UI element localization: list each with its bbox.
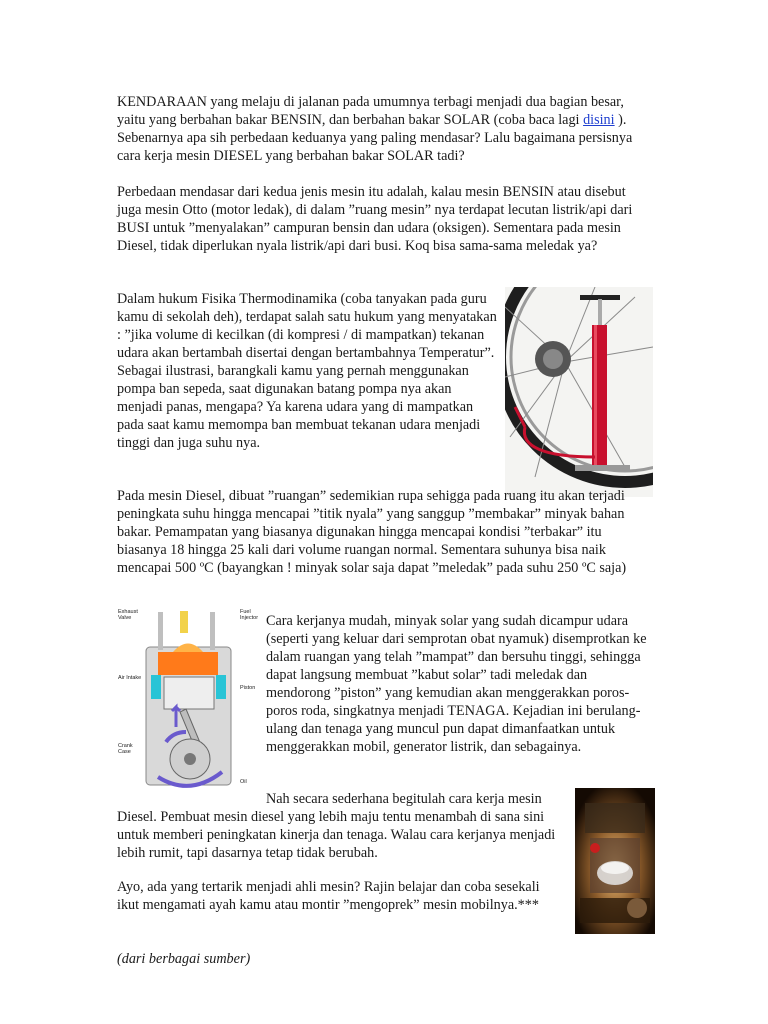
label-piston: Piston: [240, 685, 256, 691]
label-air-intake: Air Intake: [118, 675, 142, 681]
label-oil: Oil: [240, 779, 247, 785]
bicycle-wheel-pump-icon: [505, 287, 653, 497]
paragraph-closing: Ayo, ada yang tertarik menjadi ahli mesin? Rajin belajar dan coba sesekali ikut mengamati ayah kamu atau montir ”mengoprek” mesin mobilnya.***: [117, 879, 540, 913]
engine-block-icon: [575, 788, 655, 934]
source-note: (dari berbagai sumber): [117, 951, 251, 967]
paragraph-thermodynamics: Dalam hukum Fisika Thermodinamika (coba tanyakan pada guru kamu di sekolah deh), terdapat salah satu hukum yang menyatakan : ”jika volume di kecilkan (di kompresi / di mampatkan) tekanan udara akan bertambah disertai dengan bertambahnya Temperatur”. Sebagai ilustrasi, barangkali kamu yang pernah menggunakan pompa ban sepeda, saat digunakan batang pompa nya akan menjadi panas, mengapa? Ya karena udara yang di mampatkan pada saat kamu memompa ban membuat tekanan udara menjadi tinggi dan juga suhu nya.: [117, 291, 497, 451]
paragraph-difference: Perbedaan mendasar dari kedua jenis mesin itu adalah, kalau mesin BENSIN atau disebut juga mesin Otto (motor ledak), di dalam ”ruang mesin” nya terdapat lecutan listrik/api dari BUSI untuk ”menyalakan” campuran bensin dan udara (oksigen). Sementara pada mesin Diesel, tidak diperlukan nyala listrik/api dari busi. Koq bisa sama-sama meledak ya?: [117, 184, 633, 254]
paragraph-summary-text: Nah secara sederhana begitulah cara kerja mesin Diesel. Pembuat mesin diesel yang lebih maju tentu menambah di sana sini untuk memberi peningkatan kinerja dan tenaga. Walau cara kerjanya menjadi lebih rumit, tapi dasarnya tetap tidak berubah.: [117, 791, 556, 861]
disini-link[interactable]: disini: [583, 112, 615, 128]
paragraph-how-it-works: Cara kerjanya mudah, minyak solar yang sudah dicampur udara (seperti yang keluar dari semprotan obat nyamuk) disemprotkan ke dalam ruangan yang telah ”mampat” dan bersuhu tinggi, sehingga dapat langsung membuat ”kabut solar” tadi meledak dan mendorong ”piston” yang kemudian akan menggerakkan poros-poros roda, singkatnya menjadi TENAGA. Kejadian ini berulang-ulang dan tenaga yang muncul pun dapat dimanfaatkan untuk menggerakkan mobil, generator listrik, dan sebagainya.: [266, 613, 647, 755]
engine-cylinder-icon: [118, 607, 264, 789]
intro-text-2: ). Sebenarnya apa sih perbedaan keduanya yang paling mendasar? Lalu bagaimana persisnya cara kerja mesin DIESEL yang berbahan bakar SOLAR tadi?: [117, 112, 633, 164]
label-fuel-injector: Fuel Injector: [240, 609, 259, 621]
diesel-engine-diagram: [118, 607, 264, 789]
bicycle-pump-photo: [505, 287, 653, 497]
label-crank-case: Crank Case: [118, 743, 133, 755]
label-exhaust-valve: Exhaust Valve: [118, 609, 138, 621]
paragraph-intro: [117, 93, 637, 165]
engine-photo: [575, 788, 655, 934]
intro-text-1: KENDARAAN yang melaju di jalanan pada umumnya terbagi menjadi dua bagian besar, yaitu yang berbahan bakar BENSIN, dan berbahan bakar SOLAR (coba baca lagi: [117, 94, 624, 128]
paragraph-diesel-chamber: Pada mesin Diesel, dibuat ”ruangan” sedemikian rupa sehigga pada ruang itu akan terjadi peningkata suhu hingga mencapai ”titik nyala” yang sanggup ”membakar” minyak bahan bakar. Pemampatan yang biasanya digunakan hingga mencapai kondisi ”terbakar” itu biasanya 18 hingga 25 kali dari volume ruangan normal. Sementara suhunya bisa naik mencapai 500 ºC (bayangkan ! minyak solar saja dapat ”meledak” pada suhu 250 ºC saja): [117, 488, 627, 576]
